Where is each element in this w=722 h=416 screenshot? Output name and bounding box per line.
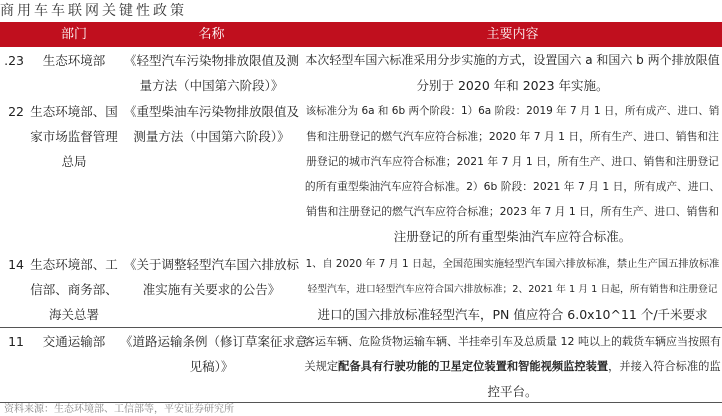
content-line: 客运车辆、危险货物运输车辆、半挂牵引车及总质量 12 吨以上的载货车辆应当按照有 <box>304 335 721 348</box>
content-line: 销售和注册登记的燃气汽车应符合标准；2023 年 7 月 1 日，所有生产、进口、销售和 <box>306 205 719 218</box>
name-line: 《重型柴油车污染物排放限值及 <box>123 104 299 119</box>
row-name <box>120 329 308 379</box>
content-line: 注册登记的所有重型柴油汽车应符合标准。 <box>393 229 632 244</box>
source-note: 资料来源：生态环境部、工信部等，平安证券研究所 <box>4 404 234 415</box>
row-content <box>303 48 722 98</box>
content-bold-text: 配备具有行驶功能的卫星定位装置和智能视频监控装置 <box>338 360 609 373</box>
row-date: .23 <box>4 53 24 68</box>
content-text: ，并接入符合标准的监 <box>608 360 721 373</box>
content-line: 进口的国六排放标准轻型汽车，PN 值应符合 6.0x10^11 个/千米要求 <box>317 307 708 322</box>
content-line: 该标准分为 6a 和 6b 两个阶段：1）6a 阶段：2019 年 7 月 1 日，所有成产、进口、销 <box>305 105 720 117</box>
table-header <box>0 22 722 47</box>
row-name <box>120 48 303 98</box>
row-content <box>303 99 722 249</box>
content-line: 控平台。 <box>487 384 538 399</box>
name-line: 测量方法（中国第六阶段）》 <box>133 129 290 144</box>
row-dept <box>28 329 120 354</box>
row-dept <box>28 252 120 327</box>
dept-line: 生态环境部、国 <box>30 104 118 119</box>
name-line: 《道路运输条例（修订草案征求意 <box>120 334 308 349</box>
dept-line: 生态环境部 <box>42 53 106 68</box>
dept-line: 生态环境部、工 <box>30 257 118 272</box>
content-line: 1、自 2020 年 7 月 1 日起，全国范围实施轻型汽车国六排放标准，禁止生产国五排放标准 <box>305 258 720 270</box>
name-line: 见稿）》 <box>189 359 234 374</box>
name-line: 量方法（中国第六阶段）》 <box>139 78 284 93</box>
row-content <box>303 252 722 327</box>
content-line: 售和注册登记的燃气汽车应符合标准；2020 年 7 月 1 日，所有生产、进口、销售和注 <box>306 130 719 143</box>
content-line: 册登记的城市汽车应符合标准；2021 年 7 月 1 日，所有生产、进口、销售和注册登记 <box>306 155 719 168</box>
dept-line: 海关总署 <box>48 307 99 322</box>
dept-line: 交通运输部 <box>42 334 106 349</box>
content-line: 分别于 2020 年和 2023 年实施。 <box>416 78 609 93</box>
row-date: 22 <box>8 104 24 119</box>
row-dept <box>28 48 120 73</box>
row-name <box>120 252 303 302</box>
content-line: 的所有重型柴油汽车应符合标准。2）6b 阶段：2021 年 7 月 1 日，所有成产、进口、 <box>304 180 721 193</box>
table-bottom-rule <box>0 402 722 403</box>
row-divider <box>0 327 722 328</box>
content-line <box>303 354 722 379</box>
content-text: 关规定 <box>304 360 339 373</box>
row-date: 14 <box>8 257 24 272</box>
header-dept: 部门 <box>60 27 87 42</box>
dept-line: 信部、商务部、 <box>30 282 118 297</box>
row-content <box>303 329 722 404</box>
content-line: 本次轻型车国六标准采用分步实施的方式，设置国六 a 和国六 b 两个排放限值 <box>305 53 720 67</box>
dept-line: 总局 <box>61 154 87 169</box>
header-content: 主要内容 <box>486 27 539 42</box>
dept-line: 家市场监督管理 <box>30 129 118 144</box>
name-line: 《轻型汽车污染物排放限值及测 <box>123 53 299 68</box>
name-line: 《关于调整轻型汽车国六排放标 <box>123 257 299 272</box>
name-line: 准实施有关要求的公告》 <box>142 282 281 297</box>
table-title: 商用车车联网关键性政策 <box>0 3 187 19</box>
header-name: 名称 <box>198 27 225 42</box>
content-line: 轻型汽车，进口轻型汽车应符合国六排放标准；2、2021 年 1 月 1 日起，所有销售和注册登记 <box>307 284 718 295</box>
row-dept <box>28 99 120 174</box>
row-date: 11 <box>8 334 24 349</box>
row-name <box>120 99 303 149</box>
